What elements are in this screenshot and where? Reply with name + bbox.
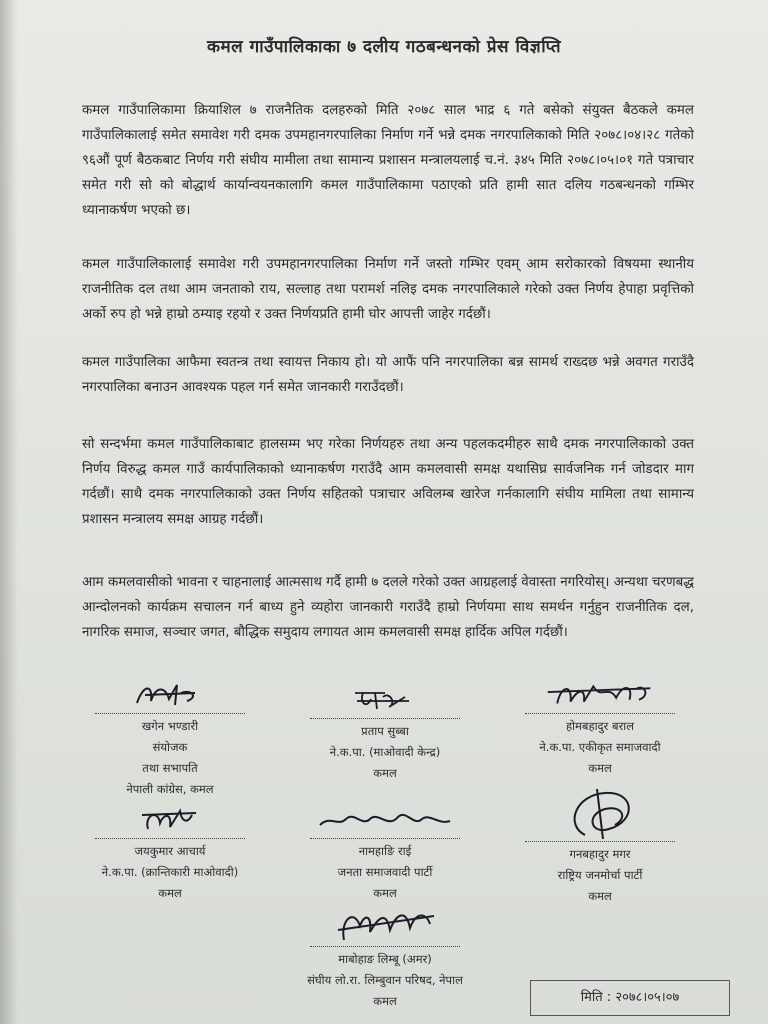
paragraph-1: कमल गाउँपालिकामा क्रियाशिल ७ राजनैतिक दलहरुको मिति २०७८ साल भाद्र ६ गते बसेको संयुक्त बैठकले कमल गाउँपालिकालाई समेत समावेश गरी दमक उपमहानगरपालिका निर्माण गर्ने भन्ने दमक नगरपालिकाको मिति २०७८।०४।२८ गतेको ९६औं पूर्ण बैठकबाट निर्णय गरी संघीय मामीला तथा सामान्य प्रशासन मन्त्रालयलाई च.नं. ३४५ मिति २०७८।०५।०१ गते पत्राचार समेत गरी सो को बोद्धार्थ कार्यान्वयनकालागि कमल गाउँपालिकामा पठाएको प्रति हामी सात दलिय गठबन्धनको गम्भिर ध्यानाकर्षण भएको छ। <box>82 103 694 218</box>
signatory-name: प्रताप सुब्बा <box>361 724 409 738</box>
date-box: मिति : २०७८।०५।०७ <box>530 980 730 1016</box>
handwritten-signature <box>330 900 440 946</box>
signature-line <box>95 838 245 839</box>
signatory-name: गनबहादुर मगर <box>569 847 631 861</box>
signature-line <box>310 946 460 947</box>
signatory-block <box>90 800 250 904</box>
signature-line <box>310 838 460 839</box>
signatory-party: ने.क.पा. (माओवादी केन्द्र) <box>329 745 441 759</box>
signatory-name: खगेन भण्डारी <box>141 719 199 733</box>
signatory-block <box>500 785 700 907</box>
signature-line <box>525 713 675 714</box>
signatory-party: जनता समाजवादी पार्टी <box>337 865 433 879</box>
signatory-party: ने.क.पा. एकीकृत समाजवादी <box>539 740 661 754</box>
signatory-place: कमल <box>373 994 397 1008</box>
paragraph-3: कमल गाउँपालिका आफैमा स्वतन्त्र तथा स्वायत्त निकाय हो। यो आफैं पनि नगरपालिका बन्न सामर्थ राख्दछ भन्ने अवगत गराउँदै नगरपालिका बनाउन आवश्यक पहल गर्न समेत जानकारी गराउँदछौं। <box>82 355 694 395</box>
handwritten-signature <box>310 800 460 838</box>
signature-line <box>95 713 245 714</box>
signatory-party: नेपाली कांग्रेस, कमल <box>126 782 214 796</box>
signatory-role: संयोजक <box>152 740 188 754</box>
signatory-block <box>305 680 465 784</box>
signature-line <box>310 718 460 719</box>
signatory-place: कमल <box>373 766 397 780</box>
signatory-name: माबोहाङ लिम्बू (अमर) <box>338 952 432 966</box>
signatory-place: कमल <box>158 886 182 900</box>
handwritten-signature <box>345 680 425 718</box>
handwritten-signature <box>535 675 665 713</box>
paragraph-2: कमल गाउँपालिकालाई समावेश गरी उपमहानगरपालिका निर्माण गर्ने जस्तो गम्भिर एवम् आम सरोकारको विषयमा स्थानीय राजनीतिक दल तथा आम जनताको राय, सल्लाह तथा परामर्श नलिइ दमक नगरपालिकाले गरेको उक्त निर्णय हेपाहा प्रवृत्तिको अर्को रुप हो भन्ने हाम्रो ठम्याइ रहयो र उक्त निर्णयप्रति हामी घोर आपत्ती जाहेर गर्दछौं। <box>82 257 694 322</box>
signatory-name: नामहाङि राई <box>358 844 412 858</box>
signatory-name: जयकुमार आचार्य <box>134 844 206 858</box>
signatory-party: संघीय लो.रा. लिम्बुवान परिषद, नेपाल <box>307 973 463 987</box>
signatory-place: कमल <box>373 886 397 900</box>
handwritten-signature <box>130 800 210 838</box>
scan-edge-shadow <box>0 0 18 1024</box>
signatory-block <box>500 675 700 779</box>
signatory-block <box>270 900 500 1012</box>
signatory-role: तथा सभापति <box>142 761 198 775</box>
signatory-place: कमल <box>588 889 612 903</box>
signatory-name: होमबहादुर बराल <box>565 719 635 733</box>
signatory-place: कमल <box>588 761 612 775</box>
document-title: कमल गाउँपालिकाका ७ दलीय गठबन्धनको प्रेस विज्ञप्ति <box>206 37 562 57</box>
signatory-block <box>90 675 250 800</box>
handwritten-signature <box>125 675 215 713</box>
signatory-party: राष्ट्रिय जनमोर्चा पार्टी <box>557 868 643 882</box>
paragraph-5: आम कमलवासीको भावना र चाहनालाई आत्मसाथ गर्दै हामी ७ दलले गरेको उक्त आग्रहलाई वेवास्ता नगरियोस्। अन्यथा चरणबद्ध आन्दोलनको कार्यक्रम सचालन गर्न बाध्य हुने व्यहोरा जानकारी गराउँदै हाम्रो निर्णयमा साथ समर्थन गर्नुहुन राजनीतिक दल, नागरिक समाज, सञ्चार जगत, बौद्धिक समुदाय लगायत आम कमलवासी समक्ष हार्दिक अपिल गर्दछौं। <box>82 575 694 640</box>
signature-line <box>525 841 675 842</box>
signatory-party: ने.क.पा. (क्रान्तिकारी माओवादी) <box>101 865 239 879</box>
signatory-block <box>290 800 480 904</box>
paragraph-4: सो सन्दर्भमा कमल गाउँपालिकाबाट हालसम्म भए गरेका निर्णयहरु तथा अन्य पहलकदमीहरु साथै दमक नगरपालिकाको उक्त निर्णय विरुद्ध कमल गाउँ कार्यपालिकाको ध्यानाकर्षण गराउँदै आम कमलवासी समक्ष यथासिघ्र सार्वजनिक गर्न जोडदार माग गर्दछौं। साथै दमक नगरपालिकाको उक्त निर्णय सहितको पत्राचार अविलम्ब खारेज गर्नकालागि संघीय मामिला तथा सामान्य प्रशासन मन्त्रालय समक्ष आग्रह गर्दछौं। <box>82 437 694 527</box>
handwritten-signature <box>545 785 655 841</box>
